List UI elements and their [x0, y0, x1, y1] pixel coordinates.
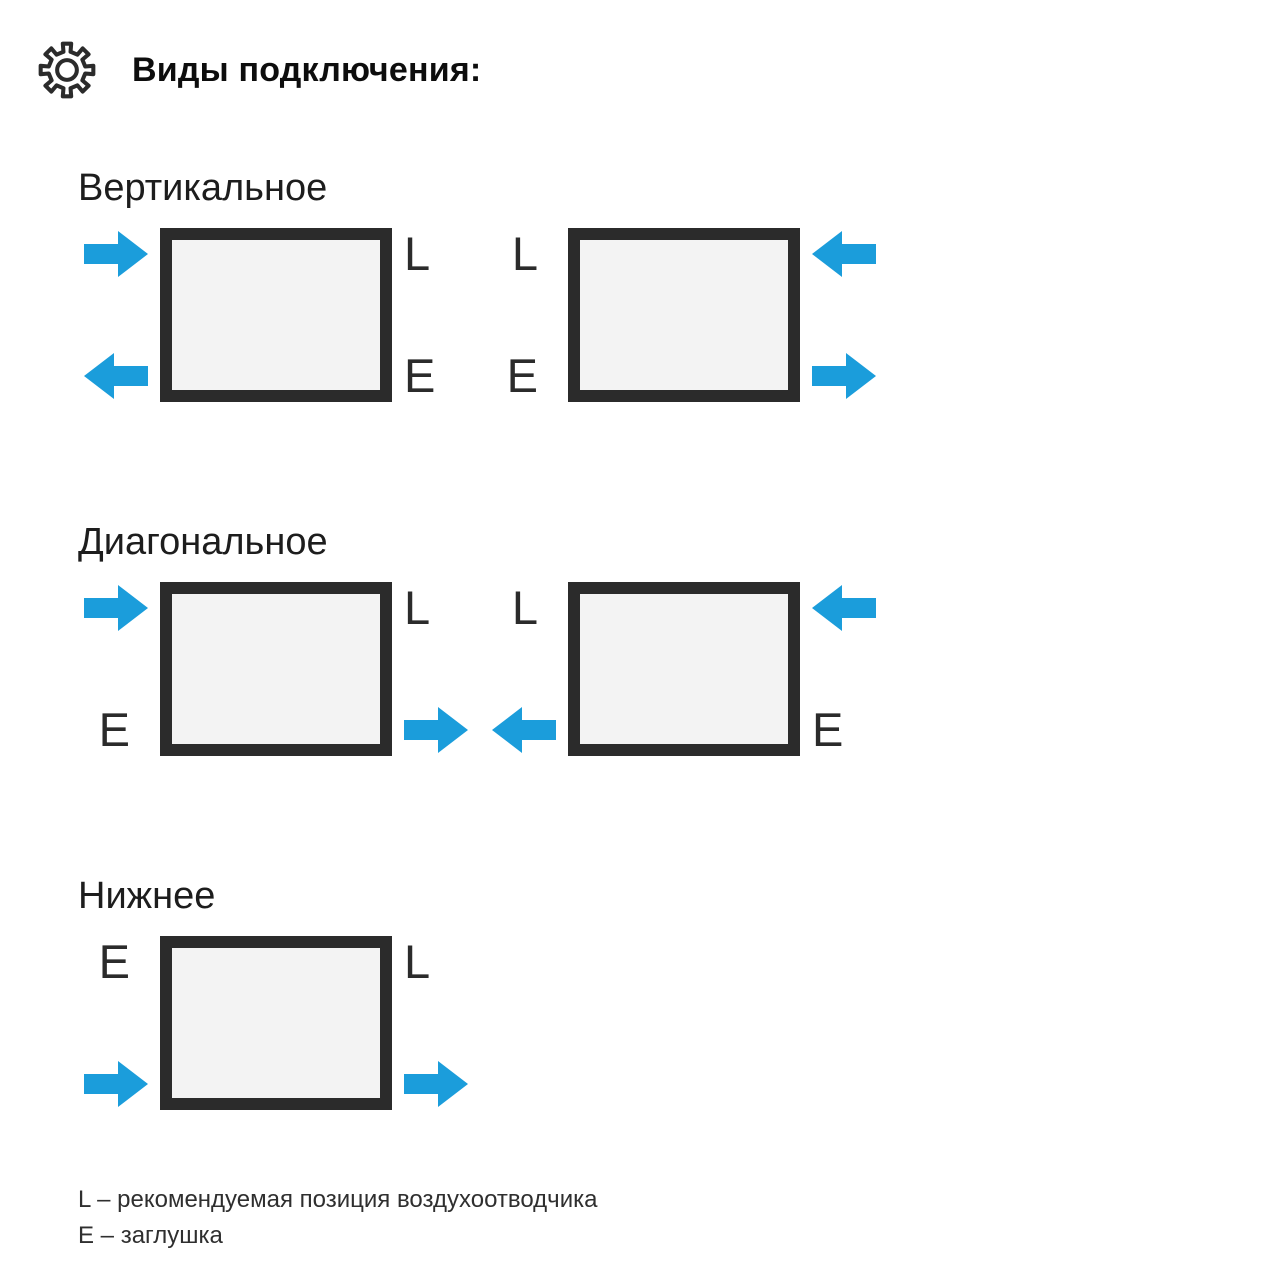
- legend-line-l: L – рекомендуемая позиция воздухоотводчика: [78, 1186, 598, 1213]
- flow-arrow-right-icon: [84, 583, 148, 633]
- port-slot-top-right: [392, 936, 480, 988]
- flow-arrow-right-icon: [84, 1059, 148, 1109]
- radiator-body: [568, 582, 800, 756]
- port-slot-bottom-left: [480, 350, 568, 402]
- connection-diagram: [72, 228, 480, 402]
- port-slot-bottom-right: [392, 350, 480, 402]
- left-ports: [72, 936, 160, 1110]
- port-slot-bottom-right: [392, 704, 480, 756]
- section-diagonal: [72, 520, 888, 756]
- port-slot-top-left: [72, 228, 160, 280]
- port-slot-bottom-left: [72, 704, 160, 756]
- port-slot-bottom-left: [72, 350, 160, 402]
- flow-arrow-left-icon: [492, 705, 556, 755]
- section-bottom: [72, 874, 480, 1110]
- connection-diagram: [72, 936, 480, 1110]
- port-slot-top-right: [800, 228, 888, 280]
- connection-diagram: [480, 582, 888, 756]
- port-label-e: E: [506, 349, 538, 402]
- flow-arrow-left-icon: [812, 229, 876, 279]
- diagram-row: [72, 582, 888, 756]
- port-slot-top-right: [392, 228, 480, 280]
- port-slot-bottom-left: [480, 704, 568, 756]
- port-label-e: E: [404, 349, 436, 402]
- port-label-e: E: [98, 703, 130, 756]
- flow-arrow-right-icon: [84, 229, 148, 279]
- legend: [78, 1182, 597, 1254]
- left-ports: [480, 582, 568, 756]
- radiator-body: [160, 582, 392, 756]
- port-label-l: L: [404, 227, 431, 280]
- page-header: [38, 40, 481, 100]
- legend-line-e: E – заглушка: [78, 1222, 223, 1249]
- port-label-l: L: [511, 227, 538, 280]
- right-ports: [392, 582, 480, 756]
- diagram-row: [72, 228, 888, 402]
- radiator-body: [160, 228, 392, 402]
- right-ports: [392, 936, 480, 1110]
- left-ports: [72, 582, 160, 756]
- port-label-l: L: [404, 935, 431, 988]
- port-slot-top-left: [72, 582, 160, 634]
- section-label: Диагональное: [78, 521, 328, 563]
- port-slot-top-right: [392, 582, 480, 634]
- page-title: Виды подключения:: [132, 50, 482, 89]
- port-slot-bottom-left: [72, 1058, 160, 1110]
- flow-arrow-left-icon: [812, 583, 876, 633]
- section-vertical: [72, 166, 888, 402]
- port-label-e: E: [812, 703, 844, 756]
- port-label-l: L: [511, 581, 538, 634]
- port-slot-top-left: [72, 936, 160, 988]
- section-label: Вертикальное: [78, 167, 328, 209]
- left-ports: [480, 228, 568, 402]
- left-ports: [72, 228, 160, 402]
- flow-arrow-right-icon: [812, 351, 876, 401]
- diagram-row: [72, 936, 480, 1110]
- port-slot-bottom-right: [800, 350, 888, 402]
- right-ports: [800, 582, 888, 756]
- port-slot-bottom-right: [392, 1058, 480, 1110]
- port-slot-bottom-right: [800, 704, 888, 756]
- right-ports: [392, 228, 480, 402]
- right-ports: [800, 228, 888, 402]
- connection-diagram: [72, 582, 480, 756]
- connection-diagram: [480, 228, 888, 402]
- port-slot-top-left: [480, 582, 568, 634]
- radiator-body: [160, 936, 392, 1110]
- section-label: Нижнее: [78, 875, 216, 917]
- flow-arrow-right-icon: [404, 705, 468, 755]
- port-slot-top-right: [800, 582, 888, 634]
- radiator-body: [568, 228, 800, 402]
- port-label-l: L: [404, 581, 431, 634]
- flow-arrow-right-icon: [404, 1059, 468, 1109]
- gear-icon: [38, 40, 96, 100]
- port-label-e: E: [98, 935, 130, 988]
- port-slot-top-left: [480, 228, 568, 280]
- flow-arrow-left-icon: [84, 351, 148, 401]
